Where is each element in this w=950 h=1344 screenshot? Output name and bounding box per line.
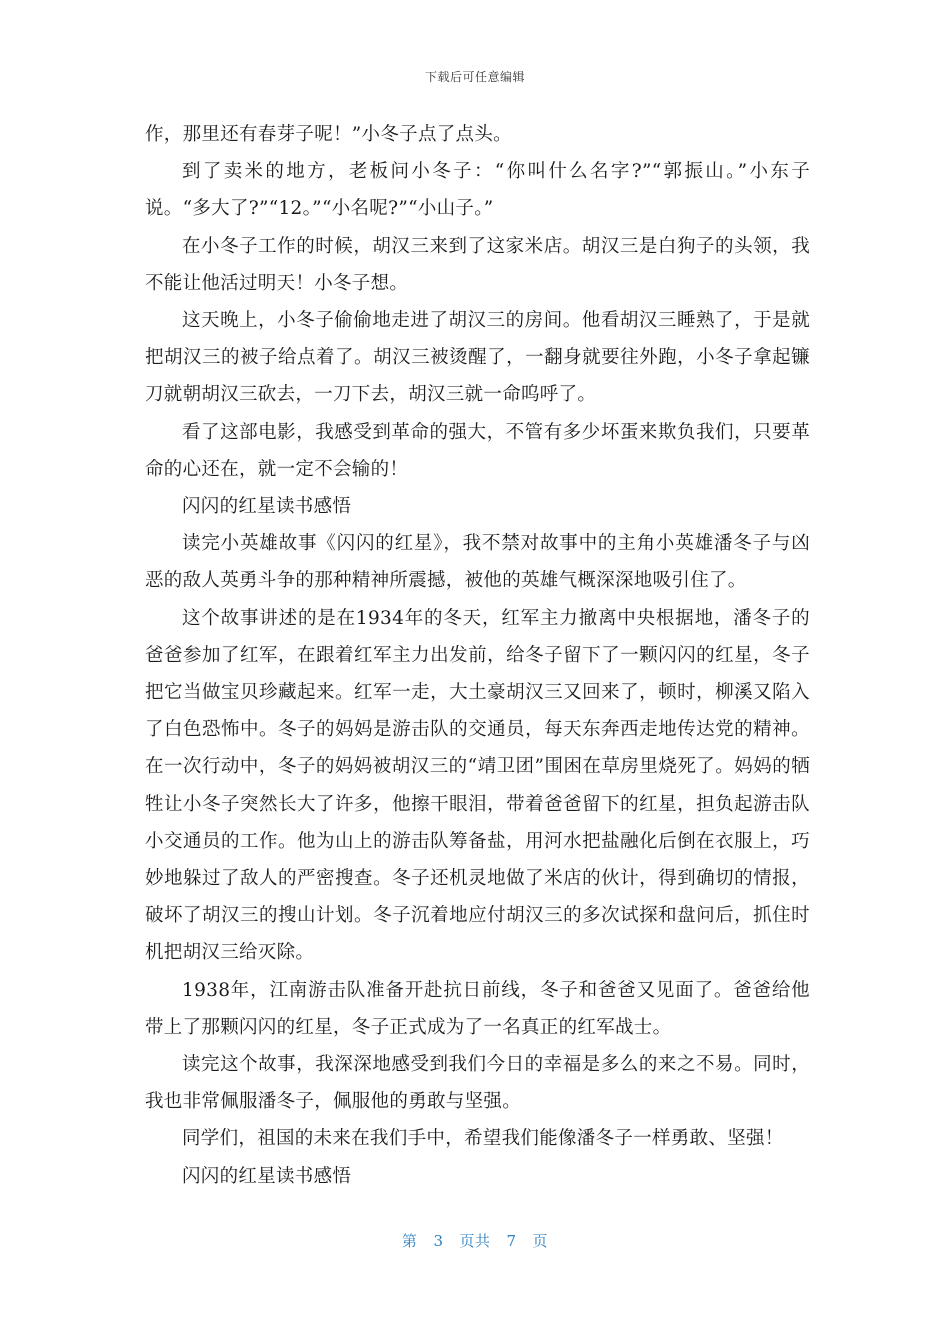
section-heading-2: 闪闪的红星读书感悟 — [182, 1165, 352, 1187]
paragraph-10: 读完这个故事，我深深地感受到我们今日的幸福是多么的来之不易。同时，我也非常佩服潘冬子，佩服他的勇敢与坚强。 — [145, 1054, 810, 1113]
paragraph-2: 到了卖米的地方，老板问小冬子：“你叫什么名字?”“郭振山。”小东子说。“多大了?”“12。”“小名呢?”“小山子。” — [145, 161, 810, 220]
paragraph-7: 读完小英雄故事《闪闪的红星》，我不禁对故事中的主角小英雄潘冬子与凶恶的敌人英勇斗争的那种精神所震撼，被他的英雄气概深深地吸引住了。 — [145, 533, 810, 592]
footer-label-ye-gong: 页共 — [459, 1232, 491, 1250]
paragraph-5: 看了这部电影，我感受到革命的强大，不管有多少坏蛋来欺负我们，只要革命的心还在，就一定不会输的！ — [145, 421, 810, 480]
paragraph-3: 在小冬子工作的时候，胡汉三来到了这家米店。胡汉三是白狗子的头领，我不能让他活过明天！小冬子想。 — [145, 235, 810, 294]
footer-label-ye: 页 — [532, 1232, 549, 1250]
paragraph-8: 这个故事讲述的是在1934年的冬天，红军主力撤离中央根据地，潘冬子的爸爸参加了红军，在跟着红军主力出发前，给冬子留下了一颗闪闪的红星，冬子把它当做宝贝珍藏起来。红军一走，大土豪胡汉三又回来了，顿时，柳溪又陷入了白色恐怖中。冬子的妈妈是游击队的交通员，每天东奔西走地传达党的精神。在一次行动中，冬子的妈妈被胡汉三的“靖卫团”围困在草房里烧死了。妈妈的牺牲让小冬子突然长大了许多，他擦干眼泪，带着爸爸留下的红星，担负起游击队小交通员的工作。他为山上的游击队筹备盐，用河水把盐融化后倒在衣服上，巧妙地躲过了敌人的严密搜查。冬子还机灵地做了米店的伙计，得到确切的情报，破坏了胡汉三的搜山计划。冬子沉着地应付胡汉三的多次试探和盘问后，抓住时机把胡汉三给灭除。 — [145, 607, 810, 964]
page-footer — [0, 1230, 950, 1251]
paragraph-9: 1938年，江南游击队准备开赴抗日前线，冬子和爸爸又见面了。爸爸给他带上了那颗闪闪的红星，冬子正式成为了一名真正的红军战士。 — [145, 979, 810, 1038]
document-body — [145, 116, 810, 1195]
section-heading-1: 闪闪的红星读书感悟 — [182, 496, 352, 518]
page-header: 下载后可任意编辑 — [424, 70, 525, 84]
footer-label-di: 第 — [401, 1232, 418, 1250]
paragraph-11: 同学们，祖国的未来在我们手中，希望我们能像潘冬子一样勇敢、坚强！ — [182, 1128, 784, 1150]
footer-current-page: 3 — [433, 1232, 444, 1250]
footer-total-pages: 7 — [506, 1232, 517, 1250]
paragraph-1: 作，那里还有春芽子呢！”小冬子点了点头。 — [145, 124, 512, 145]
paragraph-4: 这天晚上，小冬子偷偷地走进了胡汉三的房间。他看胡汉三睡熟了，于是就把胡汉三的被子给点着了。胡汉三被烫醒了，一翻身就要往外跑，小冬子拿起镰刀就朝胡汉三砍去，一刀下去，胡汉三就一命呜呼了。 — [145, 310, 810, 406]
